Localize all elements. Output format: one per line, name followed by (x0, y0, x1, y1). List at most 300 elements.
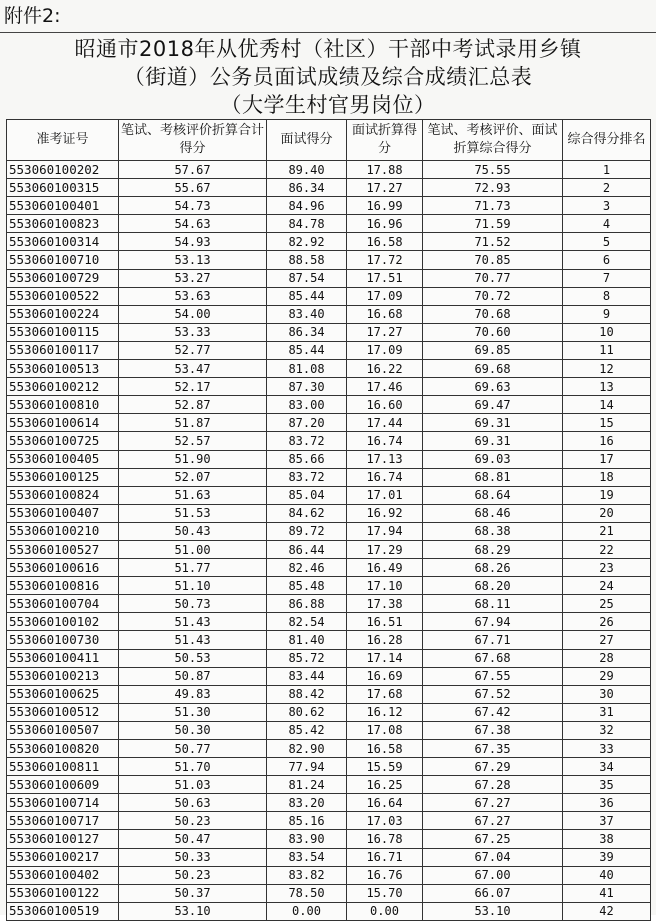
cell-total-score: 70.77 (423, 269, 563, 287)
cell-rank: 31 (563, 703, 651, 721)
cell-written-score: 51.03 (119, 776, 267, 794)
cell-interview-converted: 17.14 (347, 649, 423, 667)
cell-written-score: 50.37 (119, 884, 267, 902)
cell-interview-score: 82.46 (267, 559, 347, 577)
cell-candidate-id: 553060100729 (7, 269, 119, 287)
cell-total-score: 67.28 (423, 776, 563, 794)
cell-interview-score: 78.50 (267, 884, 347, 902)
cell-written-score: 50.73 (119, 595, 267, 613)
table-row (7, 269, 651, 287)
cell-candidate-id: 553060100314 (7, 233, 119, 251)
cell-total-score: 67.25 (423, 830, 563, 848)
cell-interview-converted: 16.58 (347, 740, 423, 758)
cell-rank: 2 (563, 179, 651, 197)
cell-interview-converted: 15.59 (347, 758, 423, 776)
cell-rank: 18 (563, 468, 651, 486)
cell-candidate-id: 553060100102 (7, 613, 119, 631)
cell-written-score: 51.43 (119, 613, 267, 631)
cell-candidate-id: 553060100202 (7, 161, 119, 179)
cell-written-score: 50.33 (119, 848, 267, 866)
cell-interview-score: 86.44 (267, 540, 347, 558)
cell-total-score: 67.00 (423, 866, 563, 884)
cell-interview-converted: 17.10 (347, 577, 423, 595)
cell-total-score: 67.27 (423, 794, 563, 812)
cell-rank: 26 (563, 613, 651, 631)
table-row (7, 378, 651, 396)
table-row (7, 197, 651, 215)
cell-interview-score: 85.66 (267, 450, 347, 468)
table-row (7, 233, 651, 251)
cell-interview-score: 88.42 (267, 685, 347, 703)
cell-candidate-id: 553060100725 (7, 432, 119, 450)
cell-candidate-id: 553060100513 (7, 360, 119, 378)
cell-interview-converted: 16.92 (347, 504, 423, 522)
cell-interview-score: 0.00 (267, 902, 347, 920)
cell-rank: 21 (563, 522, 651, 540)
cell-rank: 10 (563, 323, 651, 341)
cell-interview-score: 84.96 (267, 197, 347, 215)
cell-interview-converted: 16.69 (347, 667, 423, 685)
cell-written-score: 51.43 (119, 631, 267, 649)
table-row (7, 776, 651, 794)
cell-rank: 9 (563, 305, 651, 323)
cell-candidate-id: 553060100527 (7, 540, 119, 558)
cell-total-score: 70.72 (423, 287, 563, 305)
cell-candidate-id: 553060100213 (7, 667, 119, 685)
cell-candidate-id: 553060100405 (7, 450, 119, 468)
cell-interview-score: 77.94 (267, 758, 347, 776)
cell-interview-converted: 16.74 (347, 432, 423, 450)
table-row (7, 812, 651, 830)
cell-rank: 28 (563, 649, 651, 667)
cell-interview-score: 83.72 (267, 468, 347, 486)
cell-interview-converted: 16.71 (347, 848, 423, 866)
table-row (7, 323, 651, 341)
title-line-1: 昭通市2018年从优秀村（社区）干部中考试录用乡镇 (74, 37, 582, 61)
cell-interview-converted: 15.70 (347, 884, 423, 902)
cell-interview-converted: 16.74 (347, 468, 423, 486)
cell-rank: 38 (563, 830, 651, 848)
cell-interview-converted: 17.09 (347, 341, 423, 359)
table-row (7, 161, 651, 179)
cell-written-score: 51.77 (119, 559, 267, 577)
cell-total-score: 67.94 (423, 613, 563, 631)
table-row (7, 848, 651, 866)
cell-total-score: 67.71 (423, 631, 563, 649)
header-interview-converted: 面试折算得分 (347, 120, 423, 161)
cell-total-score: 68.64 (423, 486, 563, 504)
cell-written-score: 53.13 (119, 251, 267, 269)
cell-interview-score: 82.92 (267, 233, 347, 251)
table-row (7, 830, 651, 848)
cell-rank: 22 (563, 540, 651, 558)
cell-interview-score: 83.40 (267, 305, 347, 323)
cell-interview-score: 87.20 (267, 414, 347, 432)
cell-rank: 4 (563, 215, 651, 233)
cell-interview-score: 85.44 (267, 287, 347, 305)
cell-written-score: 54.63 (119, 215, 267, 233)
table-row (7, 559, 651, 577)
title-line-2: （街道）公务员面试成绩及综合成绩汇总表 (123, 65, 533, 89)
cell-rank: 24 (563, 577, 651, 595)
cell-total-score: 70.85 (423, 251, 563, 269)
cell-interview-converted: 17.46 (347, 378, 423, 396)
cell-interview-converted: 17.27 (347, 179, 423, 197)
table-row (7, 631, 651, 649)
cell-total-score: 68.46 (423, 504, 563, 522)
cell-candidate-id: 553060100820 (7, 740, 119, 758)
table-row (7, 522, 651, 540)
cell-written-score: 51.90 (119, 450, 267, 468)
cell-total-score: 67.27 (423, 812, 563, 830)
cell-total-score: 67.04 (423, 848, 563, 866)
cell-interview-converted: 17.88 (347, 161, 423, 179)
cell-interview-converted: 16.49 (347, 559, 423, 577)
cell-interview-score: 82.90 (267, 740, 347, 758)
cell-interview-converted: 16.12 (347, 703, 423, 721)
cell-candidate-id: 553060100710 (7, 251, 119, 269)
cell-interview-score: 89.72 (267, 522, 347, 540)
table-row (7, 685, 651, 703)
cell-interview-converted: 17.03 (347, 812, 423, 830)
cell-interview-converted: 17.09 (347, 287, 423, 305)
cell-interview-score: 87.30 (267, 378, 347, 396)
cell-total-score: 67.35 (423, 740, 563, 758)
cell-interview-converted: 16.60 (347, 396, 423, 414)
cell-candidate-id: 553060100402 (7, 866, 119, 884)
cell-interview-score: 85.04 (267, 486, 347, 504)
table-row (7, 414, 651, 432)
attachment-label: 附件2: (4, 5, 61, 27)
cell-written-score: 54.73 (119, 197, 267, 215)
cell-candidate-id: 553060100315 (7, 179, 119, 197)
cell-total-score: 70.68 (423, 305, 563, 323)
cell-interview-converted: 16.99 (347, 197, 423, 215)
cell-interview-converted: 17.29 (347, 540, 423, 558)
cell-interview-score: 85.42 (267, 721, 347, 739)
cell-candidate-id: 553060100407 (7, 504, 119, 522)
cell-candidate-id: 553060100122 (7, 884, 119, 902)
cell-written-score: 52.57 (119, 432, 267, 450)
cell-interview-score: 83.00 (267, 396, 347, 414)
table-row (7, 866, 651, 884)
cell-rank: 33 (563, 740, 651, 758)
cell-interview-score: 83.54 (267, 848, 347, 866)
cell-written-score: 50.87 (119, 667, 267, 685)
cell-candidate-id: 553060100212 (7, 378, 119, 396)
table-row (7, 504, 651, 522)
cell-rank: 15 (563, 414, 651, 432)
cell-total-score: 69.31 (423, 432, 563, 450)
cell-interview-score: 84.62 (267, 504, 347, 522)
cell-written-score: 53.33 (119, 323, 267, 341)
cell-rank: 27 (563, 631, 651, 649)
cell-written-score: 51.70 (119, 758, 267, 776)
cell-interview-converted: 17.44 (347, 414, 423, 432)
cell-interview-score: 86.88 (267, 595, 347, 613)
cell-total-score: 68.11 (423, 595, 563, 613)
cell-rank: 8 (563, 287, 651, 305)
scores-table (6, 119, 651, 921)
cell-candidate-id: 553060100625 (7, 685, 119, 703)
cell-rank: 12 (563, 360, 651, 378)
cell-interview-converted: 16.76 (347, 866, 423, 884)
cell-written-score: 51.00 (119, 540, 267, 558)
cell-total-score: 69.63 (423, 378, 563, 396)
cell-written-score: 54.00 (119, 305, 267, 323)
cell-rank: 19 (563, 486, 651, 504)
cell-written-score: 51.10 (119, 577, 267, 595)
cell-rank: 13 (563, 378, 651, 396)
cell-candidate-id: 553060100609 (7, 776, 119, 794)
cell-interview-score: 83.90 (267, 830, 347, 848)
header-row (7, 120, 651, 161)
cell-written-score: 50.23 (119, 866, 267, 884)
table-row (7, 740, 651, 758)
cell-interview-score: 85.16 (267, 812, 347, 830)
cell-rank: 37 (563, 812, 651, 830)
header-id: 准考证号 (7, 120, 119, 161)
cell-written-score: 52.87 (119, 396, 267, 414)
cell-candidate-id: 553060100616 (7, 559, 119, 577)
cell-written-score: 50.77 (119, 740, 267, 758)
cell-total-score: 72.93 (423, 179, 563, 197)
cell-interview-score: 85.48 (267, 577, 347, 595)
cell-rank: 17 (563, 450, 651, 468)
cell-total-score: 67.68 (423, 649, 563, 667)
cell-interview-score: 80.62 (267, 703, 347, 721)
cell-interview-score: 86.34 (267, 323, 347, 341)
cell-candidate-id: 553060100730 (7, 631, 119, 649)
cell-written-score: 54.93 (119, 233, 267, 251)
cell-interview-converted: 16.78 (347, 830, 423, 848)
cell-interview-converted: 16.68 (347, 305, 423, 323)
cell-rank: 3 (563, 197, 651, 215)
cell-written-score: 53.63 (119, 287, 267, 305)
cell-written-score: 52.77 (119, 341, 267, 359)
cell-candidate-id: 553060100816 (7, 577, 119, 595)
cell-total-score: 67.38 (423, 721, 563, 739)
cell-rank: 7 (563, 269, 651, 287)
cell-total-score: 69.85 (423, 341, 563, 359)
cell-rank: 35 (563, 776, 651, 794)
title-line-3: （大学生村官男岗位） (220, 93, 436, 117)
table-row (7, 577, 651, 595)
cell-interview-converted: 16.22 (347, 360, 423, 378)
cell-written-score: 51.30 (119, 703, 267, 721)
cell-written-score: 51.87 (119, 414, 267, 432)
table-body (7, 161, 651, 921)
cell-written-score: 50.47 (119, 830, 267, 848)
cell-interview-converted: 16.96 (347, 215, 423, 233)
header-written-score: 笔试、考核评价折算合计得分 (119, 120, 267, 161)
cell-interview-score: 83.44 (267, 667, 347, 685)
top-divider (0, 32, 656, 33)
cell-candidate-id: 553060100823 (7, 215, 119, 233)
cell-interview-score: 83.72 (267, 432, 347, 450)
cell-interview-converted: 17.94 (347, 522, 423, 540)
cell-candidate-id: 553060100811 (7, 758, 119, 776)
cell-rank: 5 (563, 233, 651, 251)
cell-candidate-id: 553060100401 (7, 197, 119, 215)
cell-interview-score: 81.08 (267, 360, 347, 378)
cell-candidate-id: 553060100411 (7, 649, 119, 667)
cell-interview-converted: 16.58 (347, 233, 423, 251)
table-row (7, 884, 651, 902)
cell-candidate-id: 553060100224 (7, 305, 119, 323)
cell-total-score: 67.42 (423, 703, 563, 721)
cell-interview-converted: 16.51 (347, 613, 423, 631)
cell-interview-score: 87.54 (267, 269, 347, 287)
cell-written-score: 57.67 (119, 161, 267, 179)
cell-interview-score: 89.40 (267, 161, 347, 179)
cell-total-score: 66.07 (423, 884, 563, 902)
cell-candidate-id: 553060100519 (7, 902, 119, 920)
cell-rank: 34 (563, 758, 651, 776)
cell-written-score: 53.10 (119, 902, 267, 920)
cell-interview-converted: 16.64 (347, 794, 423, 812)
cell-written-score: 50.53 (119, 649, 267, 667)
cell-rank: 20 (563, 504, 651, 522)
cell-candidate-id: 553060100522 (7, 287, 119, 305)
table-row (7, 758, 651, 776)
header-total-score: 笔试、考核评价、面试折算综合得分 (423, 120, 563, 161)
table-row (7, 902, 651, 920)
cell-interview-converted: 17.38 (347, 595, 423, 613)
cell-interview-score: 88.58 (267, 251, 347, 269)
table-row (7, 215, 651, 233)
cell-written-score: 53.47 (119, 360, 267, 378)
table-row (7, 287, 651, 305)
cell-rank: 6 (563, 251, 651, 269)
cell-interview-converted: 17.01 (347, 486, 423, 504)
cell-total-score: 71.73 (423, 197, 563, 215)
cell-interview-score: 86.34 (267, 179, 347, 197)
cell-candidate-id: 553060100115 (7, 323, 119, 341)
header-rank: 综合得分排名 (563, 120, 651, 161)
cell-candidate-id: 553060100117 (7, 341, 119, 359)
cell-interview-converted: 17.68 (347, 685, 423, 703)
cell-written-score: 53.27 (119, 269, 267, 287)
cell-total-score: 67.29 (423, 758, 563, 776)
cell-interview-converted: 0.00 (347, 902, 423, 920)
cell-written-score: 51.63 (119, 486, 267, 504)
cell-written-score: 49.83 (119, 685, 267, 703)
table-row (7, 251, 651, 269)
table-row (7, 432, 651, 450)
cell-interview-converted: 17.27 (347, 323, 423, 341)
cell-interview-converted: 16.28 (347, 631, 423, 649)
cell-candidate-id: 553060100507 (7, 721, 119, 739)
cell-candidate-id: 553060100614 (7, 414, 119, 432)
cell-candidate-id: 553060100714 (7, 794, 119, 812)
cell-rank: 25 (563, 595, 651, 613)
table-row (7, 341, 651, 359)
cell-rank: 1 (563, 161, 651, 179)
cell-interview-score: 83.20 (267, 794, 347, 812)
cell-rank: 32 (563, 721, 651, 739)
cell-rank: 16 (563, 432, 651, 450)
cell-interview-score: 82.54 (267, 613, 347, 631)
cell-candidate-id: 553060100704 (7, 595, 119, 613)
cell-rank: 14 (563, 396, 651, 414)
cell-total-score: 75.55 (423, 161, 563, 179)
cell-interview-score: 81.40 (267, 631, 347, 649)
table-row (7, 667, 651, 685)
table-row (7, 721, 651, 739)
cell-total-score: 53.10 (423, 902, 563, 920)
cell-candidate-id: 553060100125 (7, 468, 119, 486)
table-row (7, 360, 651, 378)
cell-interview-score: 83.82 (267, 866, 347, 884)
cell-rank: 36 (563, 794, 651, 812)
cell-candidate-id: 553060100127 (7, 830, 119, 848)
cell-total-score: 69.68 (423, 360, 563, 378)
cell-candidate-id: 553060100810 (7, 396, 119, 414)
cell-interview-score: 85.44 (267, 341, 347, 359)
cell-rank: 23 (563, 559, 651, 577)
cell-written-score: 50.30 (119, 721, 267, 739)
cell-written-score: 55.67 (119, 179, 267, 197)
cell-total-score: 67.55 (423, 667, 563, 685)
cell-total-score: 68.38 (423, 522, 563, 540)
cell-rank: 42 (563, 902, 651, 920)
table-row (7, 540, 651, 558)
cell-candidate-id: 553060100824 (7, 486, 119, 504)
cell-rank: 30 (563, 685, 651, 703)
cell-interview-converted: 17.13 (347, 450, 423, 468)
cell-candidate-id: 553060100717 (7, 812, 119, 830)
cell-rank: 29 (563, 667, 651, 685)
table-row (7, 305, 651, 323)
table-row (7, 613, 651, 631)
table-row (7, 450, 651, 468)
cell-interview-score: 81.24 (267, 776, 347, 794)
table-row (7, 794, 651, 812)
cell-total-score: 68.20 (423, 577, 563, 595)
cell-total-score: 69.31 (423, 414, 563, 432)
cell-total-score: 68.81 (423, 468, 563, 486)
cell-interview-converted: 16.25 (347, 776, 423, 794)
header-interview-score: 面试得分 (267, 120, 347, 161)
cell-rank: 41 (563, 884, 651, 902)
table-row (7, 703, 651, 721)
cell-interview-score: 84.78 (267, 215, 347, 233)
cell-written-score: 52.07 (119, 468, 267, 486)
table-row (7, 595, 651, 613)
cell-interview-converted: 17.72 (347, 251, 423, 269)
cell-candidate-id: 553060100217 (7, 848, 119, 866)
table-row (7, 649, 651, 667)
cell-candidate-id: 553060100512 (7, 703, 119, 721)
cell-total-score: 67.52 (423, 685, 563, 703)
cell-total-score: 68.26 (423, 559, 563, 577)
table-row (7, 486, 651, 504)
table-row (7, 396, 651, 414)
cell-total-score: 71.52 (423, 233, 563, 251)
cell-rank: 11 (563, 341, 651, 359)
cell-written-score: 50.43 (119, 522, 267, 540)
cell-total-score: 70.60 (423, 323, 563, 341)
cell-total-score: 68.29 (423, 540, 563, 558)
cell-candidate-id: 553060100210 (7, 522, 119, 540)
cell-total-score: 69.03 (423, 450, 563, 468)
cell-total-score: 69.47 (423, 396, 563, 414)
cell-written-score: 51.53 (119, 504, 267, 522)
table-row (7, 468, 651, 486)
cell-written-score: 50.23 (119, 812, 267, 830)
cell-rank: 39 (563, 848, 651, 866)
